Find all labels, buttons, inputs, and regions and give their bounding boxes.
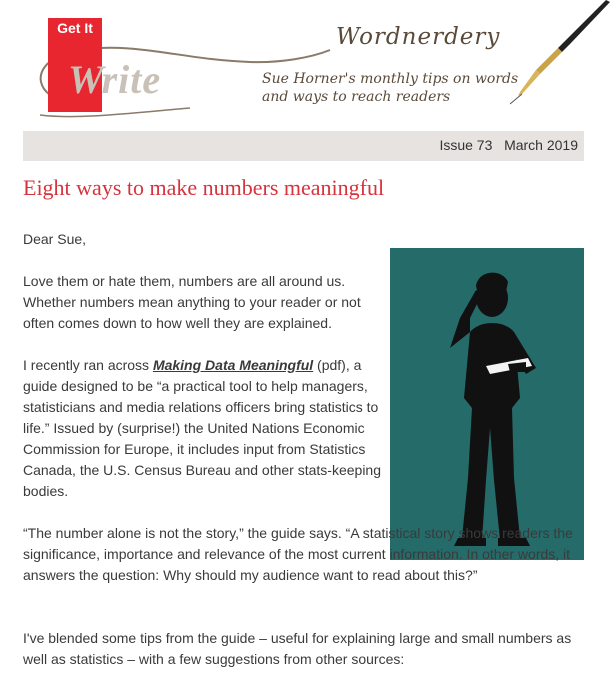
logo-top-text: Get It	[57, 20, 93, 36]
thinking-man-icon	[390, 248, 584, 560]
fountain-pen-icon	[500, 0, 612, 110]
issue-info	[439, 137, 578, 153]
paragraph-quote-text: “The number alone is not the story,” the guide says. “A statistical story shows readers the significance, importance and relevance of the most current information. In other words, it answers the question: Why should my audience want to read about this?”	[23, 525, 573, 583]
article-title: Eight ways to make numbers meaningful	[23, 175, 385, 200]
making-data-meaningful-link[interactable]: Making Data Meaningful	[152, 357, 314, 373]
greeting: Dear Sue,	[23, 231, 87, 247]
issue-number: Issue 73	[439, 137, 493, 153]
paragraph-guide-post: (pdf), a guide designed to be “a practical tool to help managers, statisticians and media relations officers bring statistics to life.” Issued by (surprise!) the United Nations Economic Commission for Europe, it includes input from Statistics Canada, the U.S. Census Bureau and other stats-keeping bodies.	[23, 357, 381, 499]
tagline: Sue Horner's monthly tips on words and ways to reach readers	[262, 71, 519, 105]
paragraph-intro: Love them or hate them, numbers are all around us. Whether numbers mean anything to your reader or not often comes down to how well they are explained.	[23, 273, 361, 331]
newsletter-name: Wordnerdery	[336, 24, 501, 50]
paragraph-quote	[23, 523, 583, 586]
newsletter-header	[0, 0, 612, 128]
paragraph-guide	[23, 355, 385, 502]
logo-bottom-text: Write	[68, 57, 162, 102]
paragraph-tips: I've blended some tips from the guide – useful for explaining large and small numbers as well as statistics – with a few suggestions from other sources:	[23, 630, 572, 667]
paragraph-guide-pre: I recently ran across	[23, 357, 153, 373]
illustration	[390, 248, 584, 560]
issue-date: March 2019	[504, 137, 578, 153]
issue-bar	[23, 131, 584, 161]
